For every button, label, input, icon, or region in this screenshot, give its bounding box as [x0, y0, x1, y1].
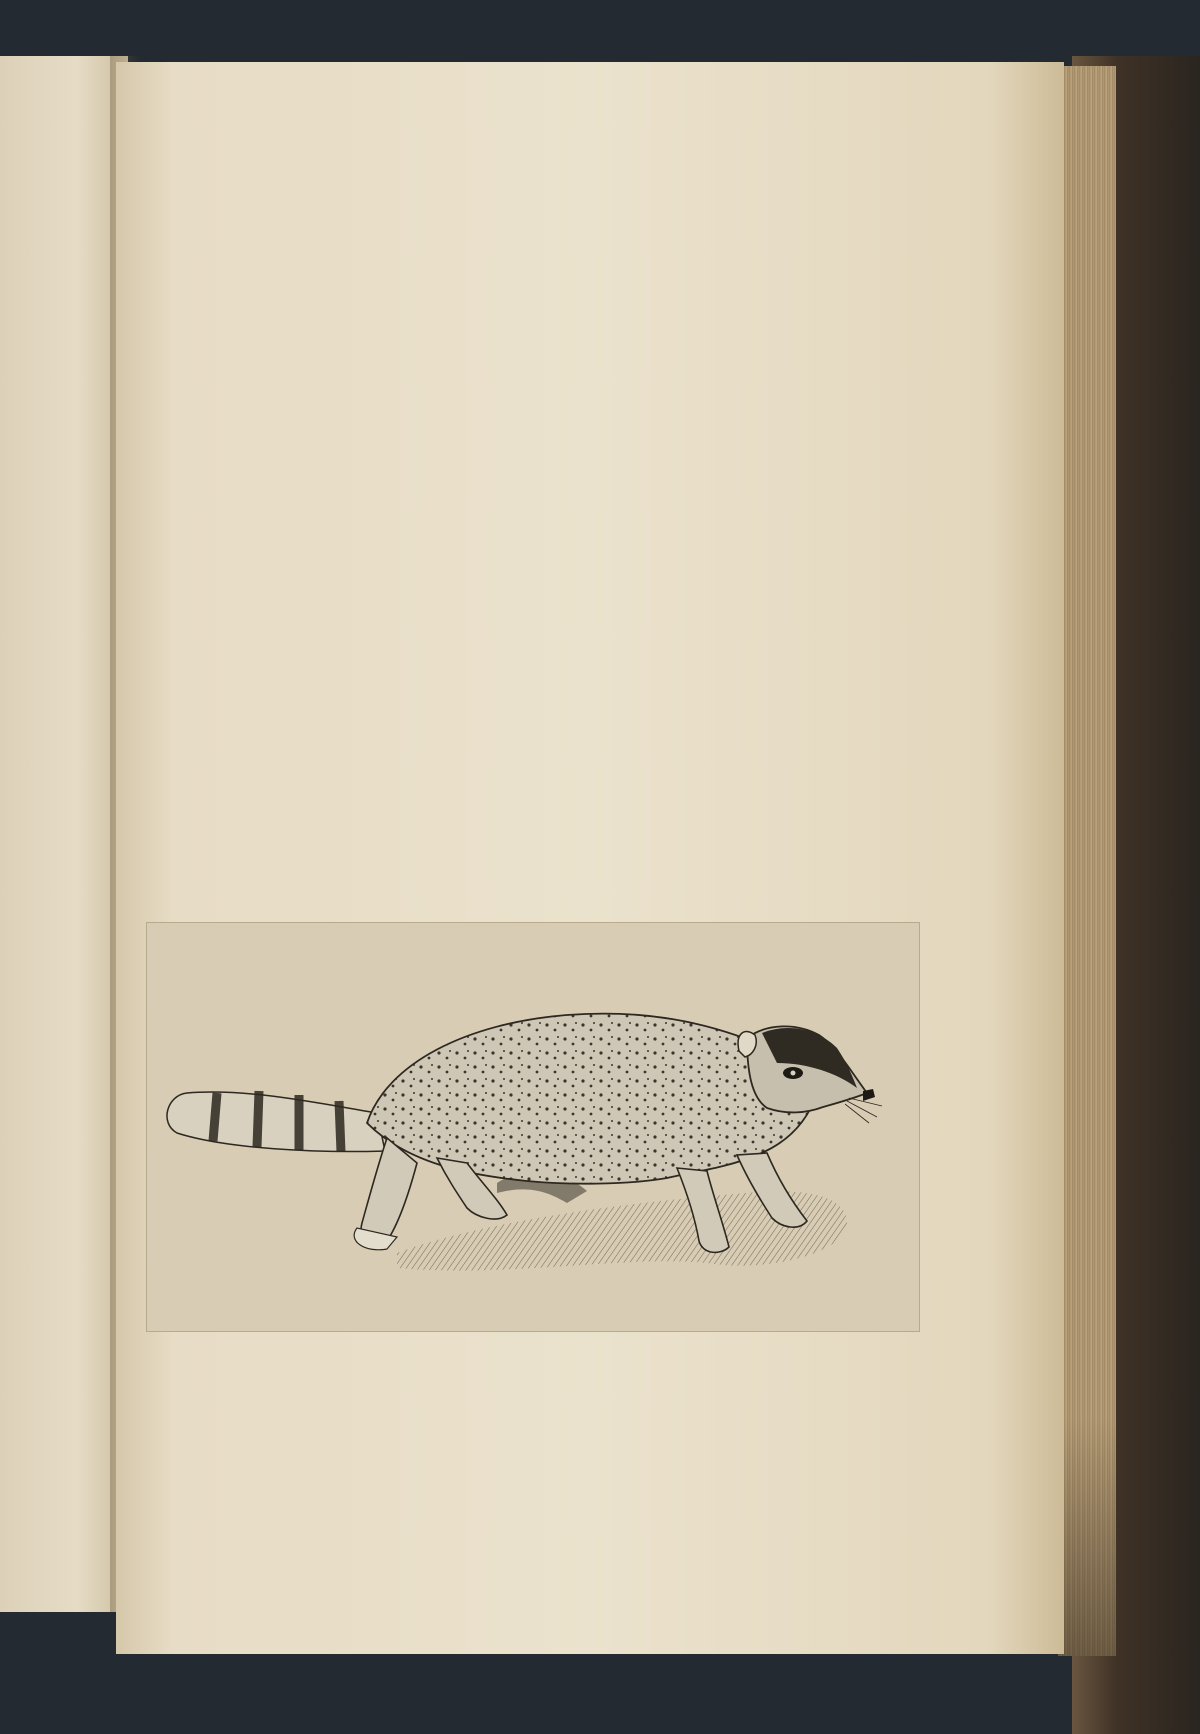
coati-engraving: [146, 922, 920, 1332]
page-edges-shade: [1058, 66, 1116, 1656]
coati-illustration: [147, 923, 919, 1331]
left-page: [0, 56, 128, 1612]
right-page: [116, 62, 1064, 1654]
